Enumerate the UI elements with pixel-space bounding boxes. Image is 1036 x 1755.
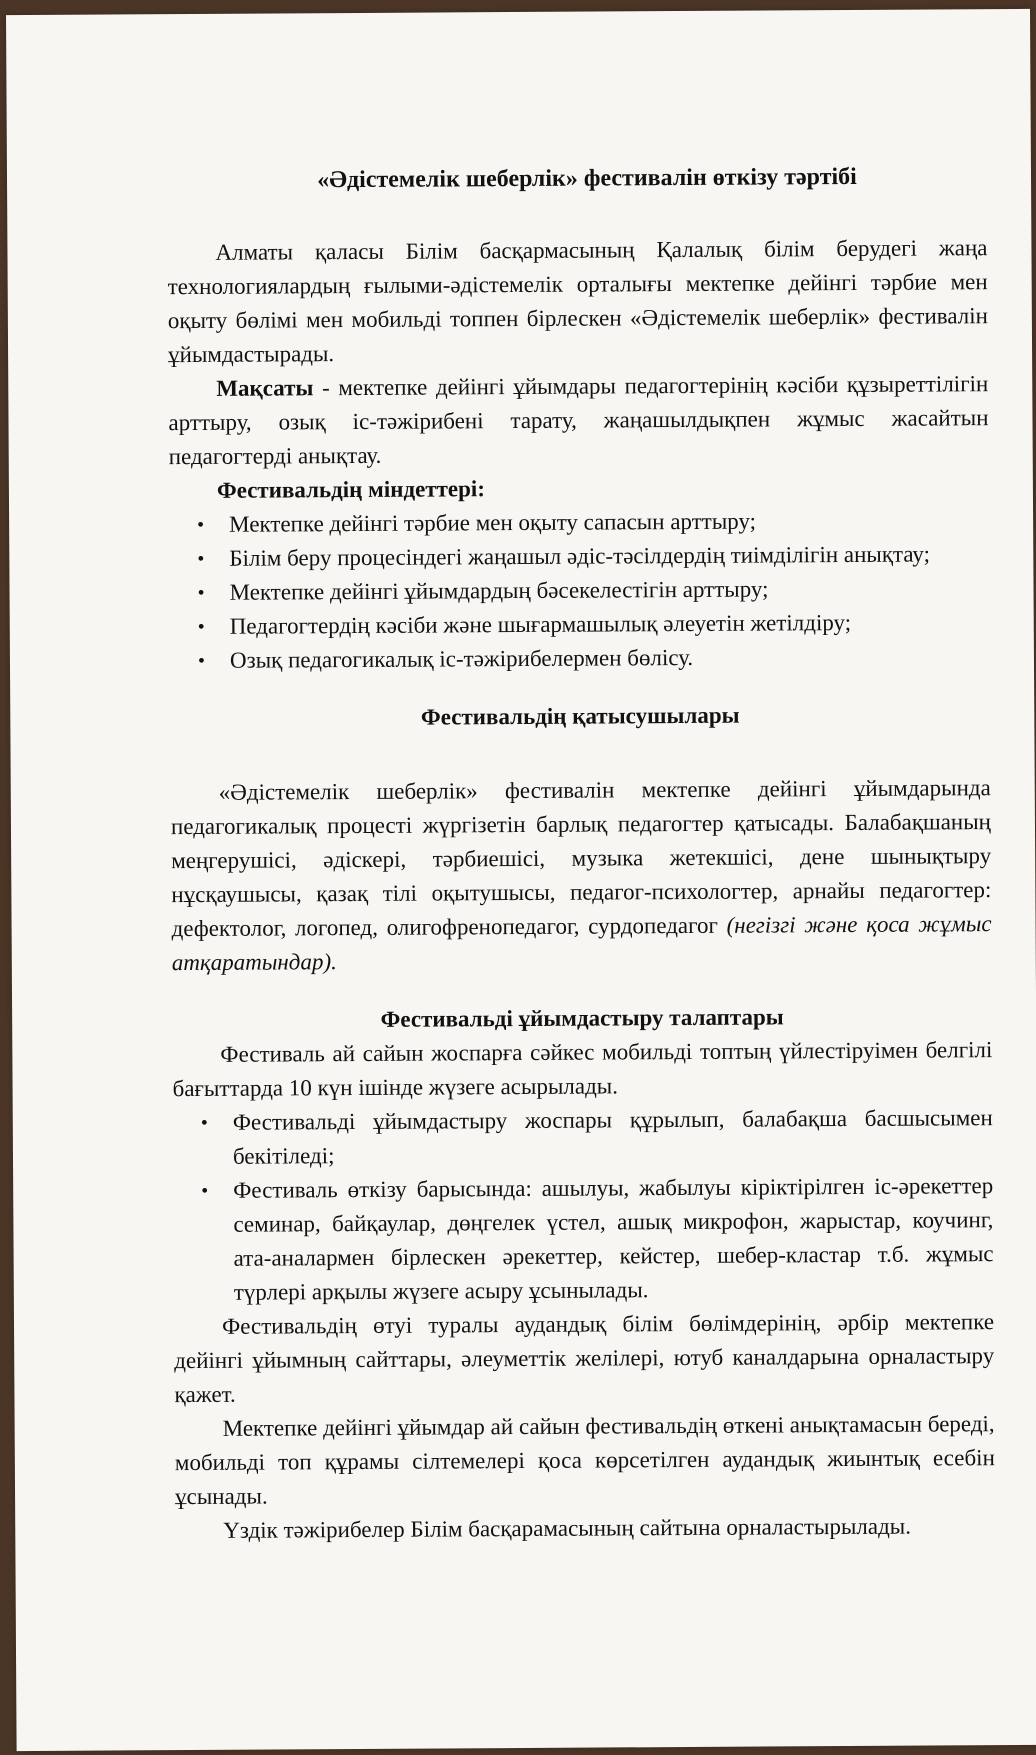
closing-paragraph: Фестивальдің өтуі туралы аудандық білім бөлімдерінің, әрбір мектепке дейінгі ұйымның сайттары, әлеуметтік желілері, ютуб каналдарына орналастыру қажет. bbox=[174, 1309, 995, 1408]
requirements-intro: Фестиваль ай сайын жоспарға сәйкес мобильді топтың үйлестіруімен белгілі бағыттарда 10 күн ішінде жүзеге асырылады. bbox=[172, 1037, 993, 1102]
closing-paragraph: Мектепке дейінгі ұйымдар ай сайын фестивальдің өткені анықтамасын береді, мобильді топ құрамы сілтемелері қоса көрсетілген аудандық жиынтық есебін ұсынады. bbox=[174, 1411, 995, 1510]
list-item: • Фестиваль өткізу барысында: ашылуы, жабылуы кіріктірілген іс-әрекеттер семинар, байқаулар, дөңгелек үстел, ашық микрофон, жарыстар, коучинг, ата-аналармен бірлескен әрекеттер, кейстер, шебер-кластар т.б. жұмыс түрлері арқылы жүзеге асыру ұсынылады. bbox=[233, 1169, 994, 1310]
document-content bbox=[167, 159, 995, 1548]
goal-label: Мақсаты bbox=[216, 375, 314, 401]
participants-paragraph bbox=[171, 771, 992, 980]
tasks-list bbox=[169, 503, 990, 678]
goal-paragraph bbox=[168, 367, 989, 474]
list-item: • Білім беру процесіндегі жаңашыл әдіс-тәсілдердің тиімділігін анықтау; bbox=[229, 537, 989, 576]
goal-text: - мектепке дейінгі ұйымдары педагогтерінің кәсіби құзыреттілігін арттыру, озық іс-тәжірибені тарату, жаңашылдықпен жұмыс жасайтын педагогтерді анықтау. bbox=[168, 371, 989, 470]
intro-paragraph: Алматы қаласы Білім басқармасының Қалалық білім берудегі жаңа технологиялардың ғылыми-әдістемелік орталығы мектепке дейінгі тәрбие мен оқыту бөлімі мен мобильді топпен бірлескен «Әдістемелік шеберлік» фестивалін ұйымдастырады. bbox=[167, 235, 988, 368]
participants-note: (негізгі және қоса жұмыс атқаратындар). bbox=[171, 911, 992, 976]
document-title: «Әдістемелік шеберлік» фестивалін өткізу тәртібі bbox=[317, 163, 857, 194]
document-page bbox=[6, 9, 1036, 1751]
list-item: • Мектепке дейінгі ұйымдардың бәсекелестігін арттыру; bbox=[229, 571, 989, 610]
requirements-title: Фестивальді ұйымдастыру талаптары bbox=[380, 1004, 784, 1032]
participants-title: Фестивальдің қатысушылары bbox=[420, 702, 740, 730]
list-item: • Мектепке дейінгі тәрбие мен оқыту сапасын арттыру; bbox=[229, 503, 989, 542]
participants-text: «Әдістемелік шеберлік» фестивалін мектепке дейінгі ұйымдарында педагогикалық процесті жүргізетін барлық педагогтер қатысады. Балабақшаның меңгерушісі, әдіскері, тәрбиешісі, музыка жетекшісі, дене шынықтыру нұсқаушысы, қазақ тілі оқытушысы, педагог-психологтер, арнайы педагогтер: дефектолог, логопед, олигофренопедагог, сурдопедагог bbox=[170, 775, 992, 942]
list-item: • Педагогтердің кәсіби және шығармашылық әлеуетін жетілдіру; bbox=[230, 605, 990, 644]
tasks-label: Фестивальдің міндеттері: bbox=[216, 476, 486, 503]
closing-paragraph: Үздік тәжірибелер Білім басқарамасының сайтына орналастырылады. bbox=[223, 1513, 912, 1543]
requirements-list bbox=[173, 1101, 994, 1310]
list-item: • Фестивальді ұйымдастыру жоспары құрылып, балабақша басшысымен бекітіледі; bbox=[233, 1101, 993, 1174]
list-item: • Озық педагогикалық іс-тәжірибелермен бөлісу. bbox=[230, 639, 990, 678]
